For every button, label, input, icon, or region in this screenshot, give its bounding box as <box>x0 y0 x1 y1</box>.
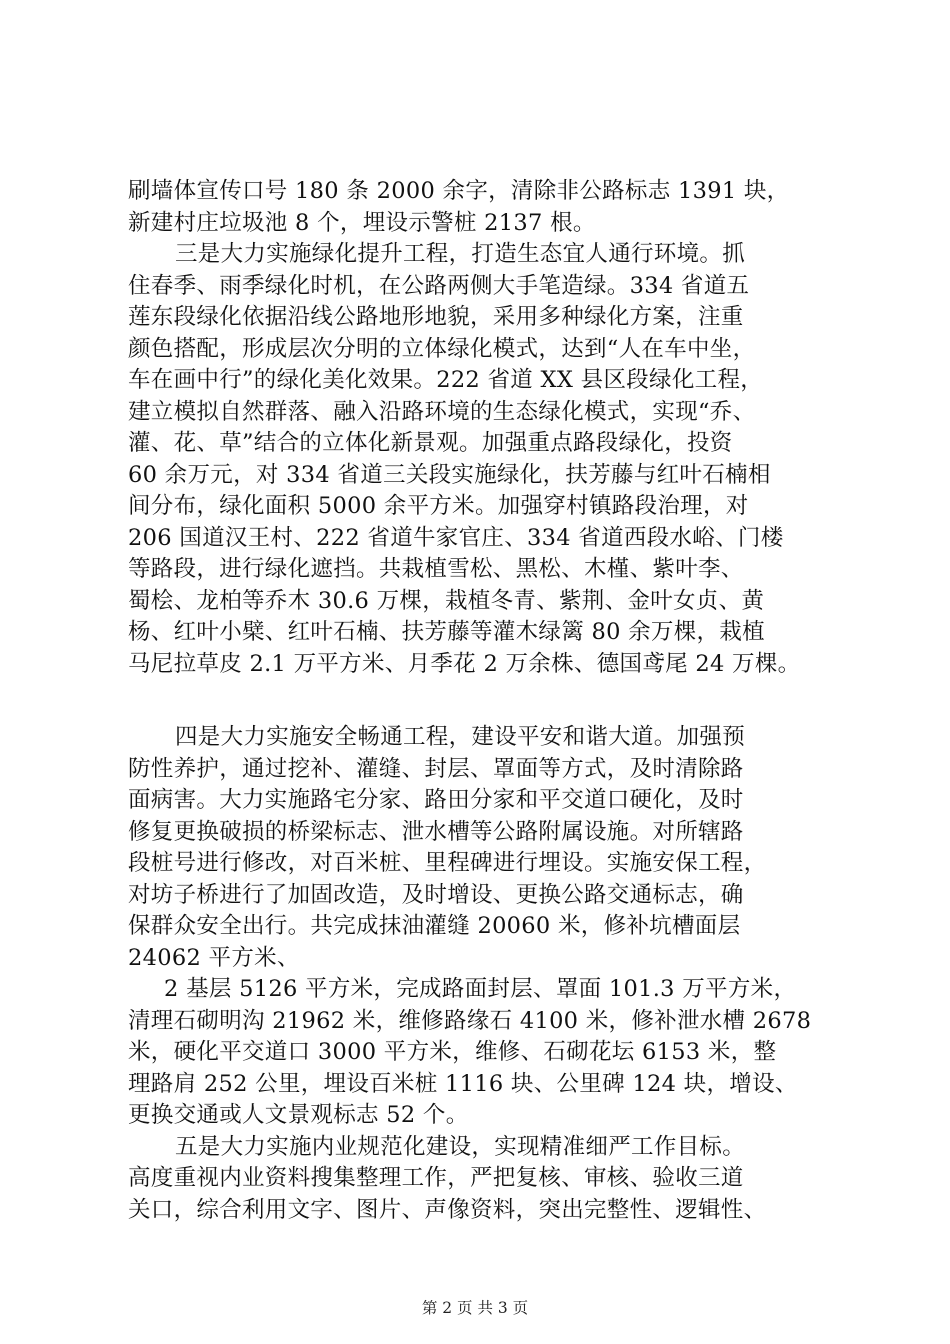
text-line: 保群众安全出行。共完成抹油灌缝 20060 米，修补坑槽面层 <box>128 913 741 939</box>
paragraph-start-line: 五是大力实施内业规范化建设，实现精准细严工作目标。 <box>175 1133 746 1160</box>
text-line: 面病害。大力实施路宅分家、路田分家和平交道口硬化，及时 <box>128 787 744 813</box>
paragraph-start-line: 2 基层 5126 平方米，完成路面封层、罩面 101.3 万平方米， <box>164 976 797 1002</box>
text-line: 莲东段绿化依据沿线公路地形地貌，采用多种绿化方案，注重 <box>128 304 744 330</box>
text-line: 防性养护，通过挖补、灌缝、封层、罩面等方式，及时清除路 <box>128 755 744 782</box>
document-body <box>128 176 848 1226</box>
text-line: 米，硬化平交道口 3000 平方米，维修、石砌花坛 6153 米，整 <box>128 1039 777 1065</box>
text-line: 建立模拟自然群落、融入沿路环境的生态绿化模式，实现“乔、 <box>128 398 756 425</box>
paragraph-start-line: 四是大力实施安全畅通工程，建设平安和谐大道。加强预 <box>175 724 746 750</box>
text-line: 206 国道汉王村、222 省道牛家官庄、334 省道西段水峪、门楼 <box>128 524 784 551</box>
text-line: 高度重视内业资料搜集整理工作，严把复核、审核、验收三道 <box>128 1165 744 1191</box>
text-line: 灌、花、草”结合的立体化新景观。加强重点路段绿化，投资 <box>128 430 733 456</box>
text-line: 新建村庄垃圾池 8 个，埋设示警桩 2137 根。 <box>128 209 596 236</box>
text-line: 住春季、雨季绿化时机，在公路两侧大手笔造绿。334 省道五 <box>128 272 750 299</box>
text-line: 等路段，进行绿化遮挡。共栽植雪松、黑松、木槿、紫叶李、 <box>128 556 744 582</box>
text-line: 24062 平方米、 <box>128 944 300 971</box>
text-line: 颜色搭配，形成层次分明的立体绿化模式，达到“人在车中坐， <box>128 335 756 362</box>
text-line: 修复更换破损的桥梁标志、泄水槽等公路附属设施。对所辖路 <box>128 818 744 845</box>
text-line: 60 余万元，对 334 省道三关段实施绿化，扶芳藤与红叶石楠相 <box>128 461 771 488</box>
text-line: 蜀桧、龙柏等乔木 30.6 万棵，栽植冬青、紫荆、金叶女贞、黄 <box>128 587 765 614</box>
text-line: 马尼拉草皮 2.1 万平方米、月季花 2 万余株、德国鸢尾 24 万棵。 <box>128 650 801 677</box>
page-footer: 第 2 页 共 3 页 <box>421 1299 529 1317</box>
text-line: 杨、红叶小檗、红叶石楠、扶芳藤等灌木绿篱 80 余万棵，栽植 <box>128 619 765 645</box>
text-line: 对坊子桥进行了加固改造，及时增设、更换公路交通标志，确 <box>128 881 744 908</box>
text-line: 更换交通或人文景观标志 52 个。 <box>128 1102 469 1128</box>
text-line: 清理石砌明沟 21962 米，维修路缘石 4100 米，修补泄水槽 2678 <box>128 1007 812 1034</box>
text-line: 关口，综合利用文字、图片、声像资料，突出完整性、逻辑性、 <box>128 1196 767 1223</box>
text-line: 理路肩 252 公里，埋设百米桩 1116 块、公里碑 124 块，增设、 <box>128 1070 798 1097</box>
paragraph-start-line: 三是大力实施绿化提升工程，打造生态宜人通行环境。抓 <box>175 241 746 267</box>
text-line: 车在画中行”的绿化美化效果。222 省道 XX 县区段绿化工程， <box>128 367 764 393</box>
text-line: 间分布，绿化面积 5000 余平方米。加强穿村镇路段治理，对 <box>128 493 749 519</box>
text-line: 刷墙体宣传口号 180 条 2000 余字，清除非公路标志 1391 块， <box>128 178 790 204</box>
text-line: 段桩号进行修改，对百米桩、里程碑进行埋设。实施安保工程， <box>128 850 767 876</box>
paragraph-gap <box>128 680 848 722</box>
